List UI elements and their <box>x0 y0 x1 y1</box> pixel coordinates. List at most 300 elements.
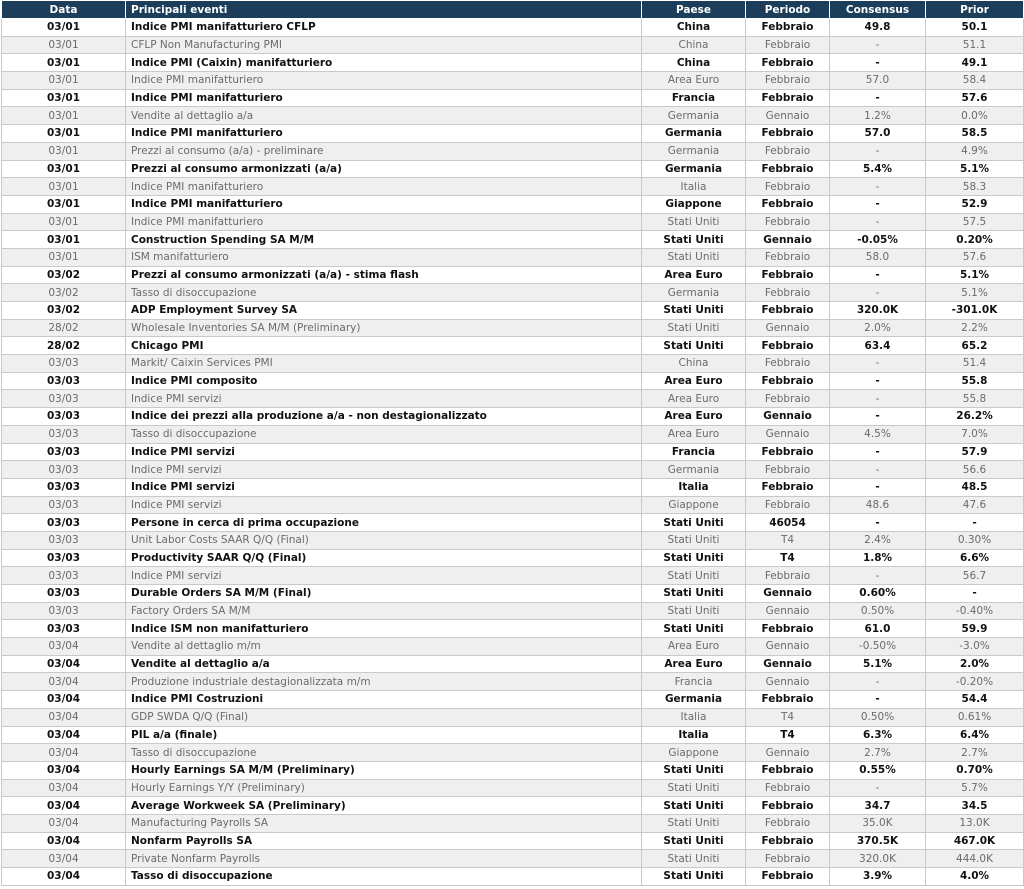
cell-consensus: 5.1% <box>830 655 926 673</box>
cell-date: 03/01 <box>2 213 126 231</box>
cell-consensus: 35.0K <box>830 814 926 832</box>
cell-event: Indice PMI (Caixin) manifatturiero <box>126 54 642 72</box>
table-row <box>2 832 1024 850</box>
cell-country: Stati Uniti <box>642 585 746 603</box>
cell-period: Febbraio <box>746 337 830 355</box>
cell-prior: 5.1% <box>926 284 1024 302</box>
cell-date: 03/04 <box>2 638 126 656</box>
cell-country: China <box>642 36 746 54</box>
cell-event: Nonfarm Payrolls SA <box>126 832 642 850</box>
cell-period: Febbraio <box>746 761 830 779</box>
cell-date: 03/01 <box>2 231 126 249</box>
cell-event: Tasso di disoccupazione <box>126 425 642 443</box>
cell-event: Indice PMI manifatturiero <box>126 72 642 90</box>
cell-event: Tasso di disoccupazione <box>126 744 642 762</box>
cell-consensus: - <box>830 36 926 54</box>
cell-period: Febbraio <box>746 779 830 797</box>
cell-prior: -3.0% <box>926 638 1024 656</box>
cell-prior: 444.0K <box>926 850 1024 868</box>
cell-period: Gennaio <box>746 408 830 426</box>
cell-period: T4 <box>746 708 830 726</box>
cell-event: Private Nonfarm Payrolls <box>126 850 642 868</box>
cell-date: 03/03 <box>2 567 126 585</box>
cell-prior: 4.9% <box>926 142 1024 160</box>
table-row <box>2 54 1024 72</box>
cell-prior: 0.70% <box>926 761 1024 779</box>
cell-country: Giappone <box>642 744 746 762</box>
table-row <box>2 89 1024 107</box>
cell-period: Febbraio <box>746 496 830 514</box>
cell-prior: 467.0K <box>926 832 1024 850</box>
cell-date: 28/02 <box>2 319 126 337</box>
cell-country: Germania <box>642 284 746 302</box>
cell-prior: 6.6% <box>926 549 1024 567</box>
cell-period: Febbraio <box>746 478 830 496</box>
cell-country: Stati Uniti <box>642 832 746 850</box>
cell-period: Febbraio <box>746 443 830 461</box>
cell-consensus: - <box>830 443 926 461</box>
cell-date: 03/01 <box>2 72 126 90</box>
table-row <box>2 372 1024 390</box>
cell-period: T4 <box>746 549 830 567</box>
cell-country: Area Euro <box>642 390 746 408</box>
cell-period: T4 <box>746 531 830 549</box>
table-row <box>2 673 1024 691</box>
cell-event: Indice dei prezzi alla produzione a/a - non destagionalizzato <box>126 408 642 426</box>
table-row <box>2 761 1024 779</box>
cell-event: Indice PMI manifatturiero <box>126 195 642 213</box>
cell-event: Construction Spending SA M/M <box>126 231 642 249</box>
cell-prior: 0.61% <box>926 708 1024 726</box>
cell-event: Unit Labor Costs SAAR Q/Q (Final) <box>126 531 642 549</box>
cell-consensus: 0.55% <box>830 761 926 779</box>
header-event: Principali eventi <box>126 1 642 19</box>
cell-country: Francia <box>642 673 746 691</box>
cell-prior: 5.1% <box>926 266 1024 284</box>
header-consensus: Consensus <box>830 1 926 19</box>
cell-country: Francia <box>642 443 746 461</box>
cell-consensus: -0.05% <box>830 231 926 249</box>
cell-consensus: - <box>830 355 926 373</box>
cell-prior: 6.4% <box>926 726 1024 744</box>
cell-prior: 57.6 <box>926 248 1024 266</box>
cell-prior: 59.9 <box>926 620 1024 638</box>
cell-prior: 50.1 <box>926 19 1024 37</box>
cell-period: Gennaio <box>746 425 830 443</box>
cell-date: 03/01 <box>2 160 126 178</box>
cell-consensus: 1.8% <box>830 549 926 567</box>
table-row <box>2 443 1024 461</box>
cell-date: 03/04 <box>2 814 126 832</box>
cell-event: Vendite al dettaglio m/m <box>126 638 642 656</box>
cell-consensus: - <box>830 567 926 585</box>
cell-event: Indice PMI composito <box>126 372 642 390</box>
cell-consensus: 34.7 <box>830 797 926 815</box>
cell-date: 03/03 <box>2 549 126 567</box>
cell-country: Francia <box>642 89 746 107</box>
cell-consensus: 370.5K <box>830 832 926 850</box>
cell-event: Prezzi al consumo (a/a) - preliminare <box>126 142 642 160</box>
cell-date: 03/04 <box>2 673 126 691</box>
cell-date: 03/04 <box>2 708 126 726</box>
cell-event: Indice PMI manifatturiero <box>126 178 642 196</box>
cell-period: Febbraio <box>746 372 830 390</box>
cell-consensus: 6.3% <box>830 726 926 744</box>
header-period: Periodo <box>746 1 830 19</box>
cell-consensus: - <box>830 142 926 160</box>
cell-prior: 7.0% <box>926 425 1024 443</box>
cell-date: 03/01 <box>2 248 126 266</box>
cell-prior: 55.8 <box>926 390 1024 408</box>
cell-country: Area Euro <box>642 638 746 656</box>
cell-period: Febbraio <box>746 178 830 196</box>
cell-date: 03/03 <box>2 602 126 620</box>
cell-event: Manufacturing Payrolls SA <box>126 814 642 832</box>
cell-prior: 5.7% <box>926 779 1024 797</box>
cell-prior: 13.0K <box>926 814 1024 832</box>
cell-country: Stati Uniti <box>642 567 746 585</box>
cell-consensus: 320.0K <box>830 302 926 320</box>
cell-date: 03/04 <box>2 868 126 886</box>
cell-country: Italia <box>642 178 746 196</box>
table-row <box>2 248 1024 266</box>
table-row <box>2 36 1024 54</box>
cell-prior: 47.6 <box>926 496 1024 514</box>
cell-consensus: -0.50% <box>830 638 926 656</box>
cell-event: Vendite al dettaglio a/a <box>126 655 642 673</box>
cell-consensus: 63.4 <box>830 337 926 355</box>
cell-event: Hourly Earnings Y/Y (Preliminary) <box>126 779 642 797</box>
cell-event: Markit/ Caixin Services PMI <box>126 355 642 373</box>
table-row <box>2 425 1024 443</box>
cell-period: Febbraio <box>746 54 830 72</box>
table-row <box>2 142 1024 160</box>
table-row <box>2 691 1024 709</box>
cell-period: Febbraio <box>746 850 830 868</box>
cell-period: Febbraio <box>746 691 830 709</box>
header-date: Data <box>2 1 126 19</box>
cell-country: Stati Uniti <box>642 850 746 868</box>
cell-country: Stati Uniti <box>642 868 746 886</box>
cell-country: Germania <box>642 125 746 143</box>
table-row <box>2 160 1024 178</box>
cell-country: Stati Uniti <box>642 248 746 266</box>
cell-period: Febbraio <box>746 19 830 37</box>
table-row <box>2 585 1024 603</box>
cell-consensus: 58.0 <box>830 248 926 266</box>
cell-consensus: - <box>830 54 926 72</box>
cell-prior: 49.1 <box>926 54 1024 72</box>
cell-prior: 56.6 <box>926 461 1024 479</box>
cell-event: Indice PMI manifatturiero CFLP <box>126 19 642 37</box>
table-row <box>2 814 1024 832</box>
cell-period: Febbraio <box>746 248 830 266</box>
cell-event: GDP SWDA Q/Q (Final) <box>126 708 642 726</box>
cell-period: Gennaio <box>746 744 830 762</box>
cell-country: Stati Uniti <box>642 337 746 355</box>
table-row <box>2 708 1024 726</box>
cell-event: Indice ISM non manifatturiero <box>126 620 642 638</box>
cell-date: 03/03 <box>2 620 126 638</box>
cell-event: Persone in cerca di prima occupazione <box>126 514 642 532</box>
cell-event: PIL a/a (finale) <box>126 726 642 744</box>
cell-period: Febbraio <box>746 160 830 178</box>
table-row <box>2 514 1024 532</box>
cell-prior: - <box>926 585 1024 603</box>
cell-consensus: - <box>830 372 926 390</box>
table-row <box>2 620 1024 638</box>
cell-date: 03/04 <box>2 691 126 709</box>
cell-prior: 26.2% <box>926 408 1024 426</box>
cell-consensus: 3.9% <box>830 868 926 886</box>
cell-consensus: 0.50% <box>830 708 926 726</box>
cell-date: 03/01 <box>2 89 126 107</box>
cell-date: 03/01 <box>2 142 126 160</box>
cell-prior: 0.20% <box>926 231 1024 249</box>
cell-event: Indice PMI servizi <box>126 390 642 408</box>
table-row <box>2 319 1024 337</box>
cell-consensus: 57.0 <box>830 125 926 143</box>
cell-prior: 48.5 <box>926 478 1024 496</box>
cell-period: Gennaio <box>746 638 830 656</box>
cell-period: Febbraio <box>746 832 830 850</box>
cell-period: Febbraio <box>746 390 830 408</box>
cell-event: Vendite al dettaglio a/a <box>126 107 642 125</box>
cell-country: Stati Uniti <box>642 231 746 249</box>
cell-prior: 2.7% <box>926 744 1024 762</box>
table-row <box>2 868 1024 886</box>
cell-consensus: 61.0 <box>830 620 926 638</box>
cell-prior: -0.20% <box>926 673 1024 691</box>
table-row <box>2 125 1024 143</box>
cell-prior: 52.9 <box>926 195 1024 213</box>
cell-period: Gennaio <box>746 585 830 603</box>
cell-date: 03/01 <box>2 54 126 72</box>
cell-prior: 57.5 <box>926 213 1024 231</box>
cell-country: Area Euro <box>642 372 746 390</box>
cell-country: China <box>642 19 746 37</box>
cell-country: China <box>642 54 746 72</box>
cell-consensus: - <box>830 284 926 302</box>
table-row <box>2 231 1024 249</box>
cell-date: 03/03 <box>2 531 126 549</box>
cell-prior: 58.3 <box>926 178 1024 196</box>
cell-prior: 0.30% <box>926 531 1024 549</box>
cell-period: Febbraio <box>746 567 830 585</box>
cell-country: Area Euro <box>642 408 746 426</box>
cell-prior: 34.5 <box>926 797 1024 815</box>
cell-period: Febbraio <box>746 142 830 160</box>
cell-date: 03/03 <box>2 585 126 603</box>
cell-date: 03/03 <box>2 372 126 390</box>
cell-date: 03/03 <box>2 355 126 373</box>
cell-country: Giappone <box>642 195 746 213</box>
cell-date: 03/03 <box>2 425 126 443</box>
cell-consensus: - <box>830 514 926 532</box>
cell-country: Italia <box>642 708 746 726</box>
cell-period: Gennaio <box>746 231 830 249</box>
cell-consensus: 320.0K <box>830 850 926 868</box>
cell-consensus: 49.8 <box>830 19 926 37</box>
cell-date: 03/01 <box>2 107 126 125</box>
cell-country: Germania <box>642 142 746 160</box>
cell-consensus: 2.7% <box>830 744 926 762</box>
cell-country: Germania <box>642 107 746 125</box>
cell-date: 03/01 <box>2 19 126 37</box>
cell-date: 03/03 <box>2 443 126 461</box>
cell-country: Stati Uniti <box>642 302 746 320</box>
cell-prior: 57.6 <box>926 89 1024 107</box>
cell-date: 03/04 <box>2 797 126 815</box>
cell-consensus: 2.4% <box>830 531 926 549</box>
cell-event: Indice PMI manifatturiero <box>126 125 642 143</box>
cell-event: Productivity SAAR Q/Q (Final) <box>126 549 642 567</box>
cell-consensus: 0.50% <box>830 602 926 620</box>
table-row <box>2 567 1024 585</box>
cell-prior: 2.2% <box>926 319 1024 337</box>
cell-event: Average Workweek SA (Preliminary) <box>126 797 642 815</box>
cell-consensus: 0.60% <box>830 585 926 603</box>
table-body <box>2 19 1024 886</box>
cell-period: T4 <box>746 726 830 744</box>
cell-prior: 58.5 <box>926 125 1024 143</box>
cell-country: Stati Uniti <box>642 620 746 638</box>
cell-period: 46054 <box>746 514 830 532</box>
cell-period: Gennaio <box>746 655 830 673</box>
cell-consensus: 4.5% <box>830 425 926 443</box>
table-row <box>2 549 1024 567</box>
table-row <box>2 850 1024 868</box>
cell-country: Stati Uniti <box>642 213 746 231</box>
cell-prior: - <box>926 514 1024 532</box>
table-row <box>2 390 1024 408</box>
cell-consensus: - <box>830 178 926 196</box>
table-row <box>2 478 1024 496</box>
cell-period: Febbraio <box>746 302 830 320</box>
cell-date: 03/03 <box>2 496 126 514</box>
cell-country: Area Euro <box>642 266 746 284</box>
cell-period: Febbraio <box>746 89 830 107</box>
cell-date: 03/03 <box>2 461 126 479</box>
table-row <box>2 461 1024 479</box>
cell-date: 03/01 <box>2 36 126 54</box>
cell-event: Indice PMI manifatturiero <box>126 213 642 231</box>
cell-country: Stati Uniti <box>642 797 746 815</box>
cell-prior: 5.1% <box>926 160 1024 178</box>
cell-country: Germania <box>642 691 746 709</box>
table-row <box>2 602 1024 620</box>
cell-country: Area Euro <box>642 72 746 90</box>
table-row <box>2 744 1024 762</box>
cell-country: Italia <box>642 726 746 744</box>
cell-date: 03/02 <box>2 266 126 284</box>
cell-prior: 0.0% <box>926 107 1024 125</box>
cell-prior: 51.4 <box>926 355 1024 373</box>
cell-date: 03/01 <box>2 125 126 143</box>
economic-calendar <box>1 0 1023 886</box>
table-row <box>2 779 1024 797</box>
cell-consensus: 1.2% <box>830 107 926 125</box>
cell-date: 03/01 <box>2 178 126 196</box>
table-row <box>2 408 1024 426</box>
cell-consensus: 48.6 <box>830 496 926 514</box>
cell-date: 03/02 <box>2 284 126 302</box>
cell-event: Durable Orders SA M/M (Final) <box>126 585 642 603</box>
cell-date: 03/04 <box>2 779 126 797</box>
cell-date: 03/01 <box>2 195 126 213</box>
table-row <box>2 726 1024 744</box>
cell-country: China <box>642 355 746 373</box>
cell-event: Chicago PMI <box>126 337 642 355</box>
cell-country: Stati Uniti <box>642 514 746 532</box>
table-row <box>2 19 1024 37</box>
cell-period: Febbraio <box>746 797 830 815</box>
table-row <box>2 195 1024 213</box>
cell-country: Stati Uniti <box>642 779 746 797</box>
cell-country: Stati Uniti <box>642 549 746 567</box>
cell-period: Febbraio <box>746 195 830 213</box>
cell-country: Area Euro <box>642 425 746 443</box>
cell-consensus: - <box>830 478 926 496</box>
cell-period: Gennaio <box>746 107 830 125</box>
cell-date: 03/02 <box>2 302 126 320</box>
cell-prior: 65.2 <box>926 337 1024 355</box>
cell-consensus: - <box>830 691 926 709</box>
cell-country: Stati Uniti <box>642 761 746 779</box>
cell-period: Febbraio <box>746 213 830 231</box>
table-row <box>2 496 1024 514</box>
cell-event: Prezzi al consumo armonizzati (a/a) - stima flash <box>126 266 642 284</box>
cell-period: Febbraio <box>746 461 830 479</box>
cell-prior: 56.7 <box>926 567 1024 585</box>
cell-date: 28/02 <box>2 337 126 355</box>
cell-prior: 51.1 <box>926 36 1024 54</box>
cell-consensus: - <box>830 673 926 691</box>
cell-prior: 54.4 <box>926 691 1024 709</box>
cell-date: 03/03 <box>2 390 126 408</box>
cell-country: Stati Uniti <box>642 814 746 832</box>
cell-event: Produzione industriale destagionalizzata m/m <box>126 673 642 691</box>
cell-period: Febbraio <box>746 868 830 886</box>
cell-event: Indice PMI servizi <box>126 567 642 585</box>
cell-period: Gennaio <box>746 673 830 691</box>
cell-period: Febbraio <box>746 36 830 54</box>
header-country: Paese <box>642 1 746 19</box>
cell-prior: 4.0% <box>926 868 1024 886</box>
cell-date: 03/04 <box>2 726 126 744</box>
cell-country: Stati Uniti <box>642 531 746 549</box>
table-row <box>2 107 1024 125</box>
cell-period: Febbraio <box>746 355 830 373</box>
table-row <box>2 655 1024 673</box>
table-row <box>2 531 1024 549</box>
cell-consensus: - <box>830 195 926 213</box>
cell-period: Febbraio <box>746 620 830 638</box>
table-row <box>2 284 1024 302</box>
cell-consensus: - <box>830 408 926 426</box>
cell-prior: -301.0K <box>926 302 1024 320</box>
cell-period: Gennaio <box>746 602 830 620</box>
table-row <box>2 797 1024 815</box>
cell-prior: 2.0% <box>926 655 1024 673</box>
cell-prior: 55.8 <box>926 372 1024 390</box>
table-row <box>2 178 1024 196</box>
table-row <box>2 638 1024 656</box>
cell-event: ISM manifatturiero <box>126 248 642 266</box>
cell-period: Febbraio <box>746 284 830 302</box>
cell-prior: 57.9 <box>926 443 1024 461</box>
cell-country: Stati Uniti <box>642 602 746 620</box>
